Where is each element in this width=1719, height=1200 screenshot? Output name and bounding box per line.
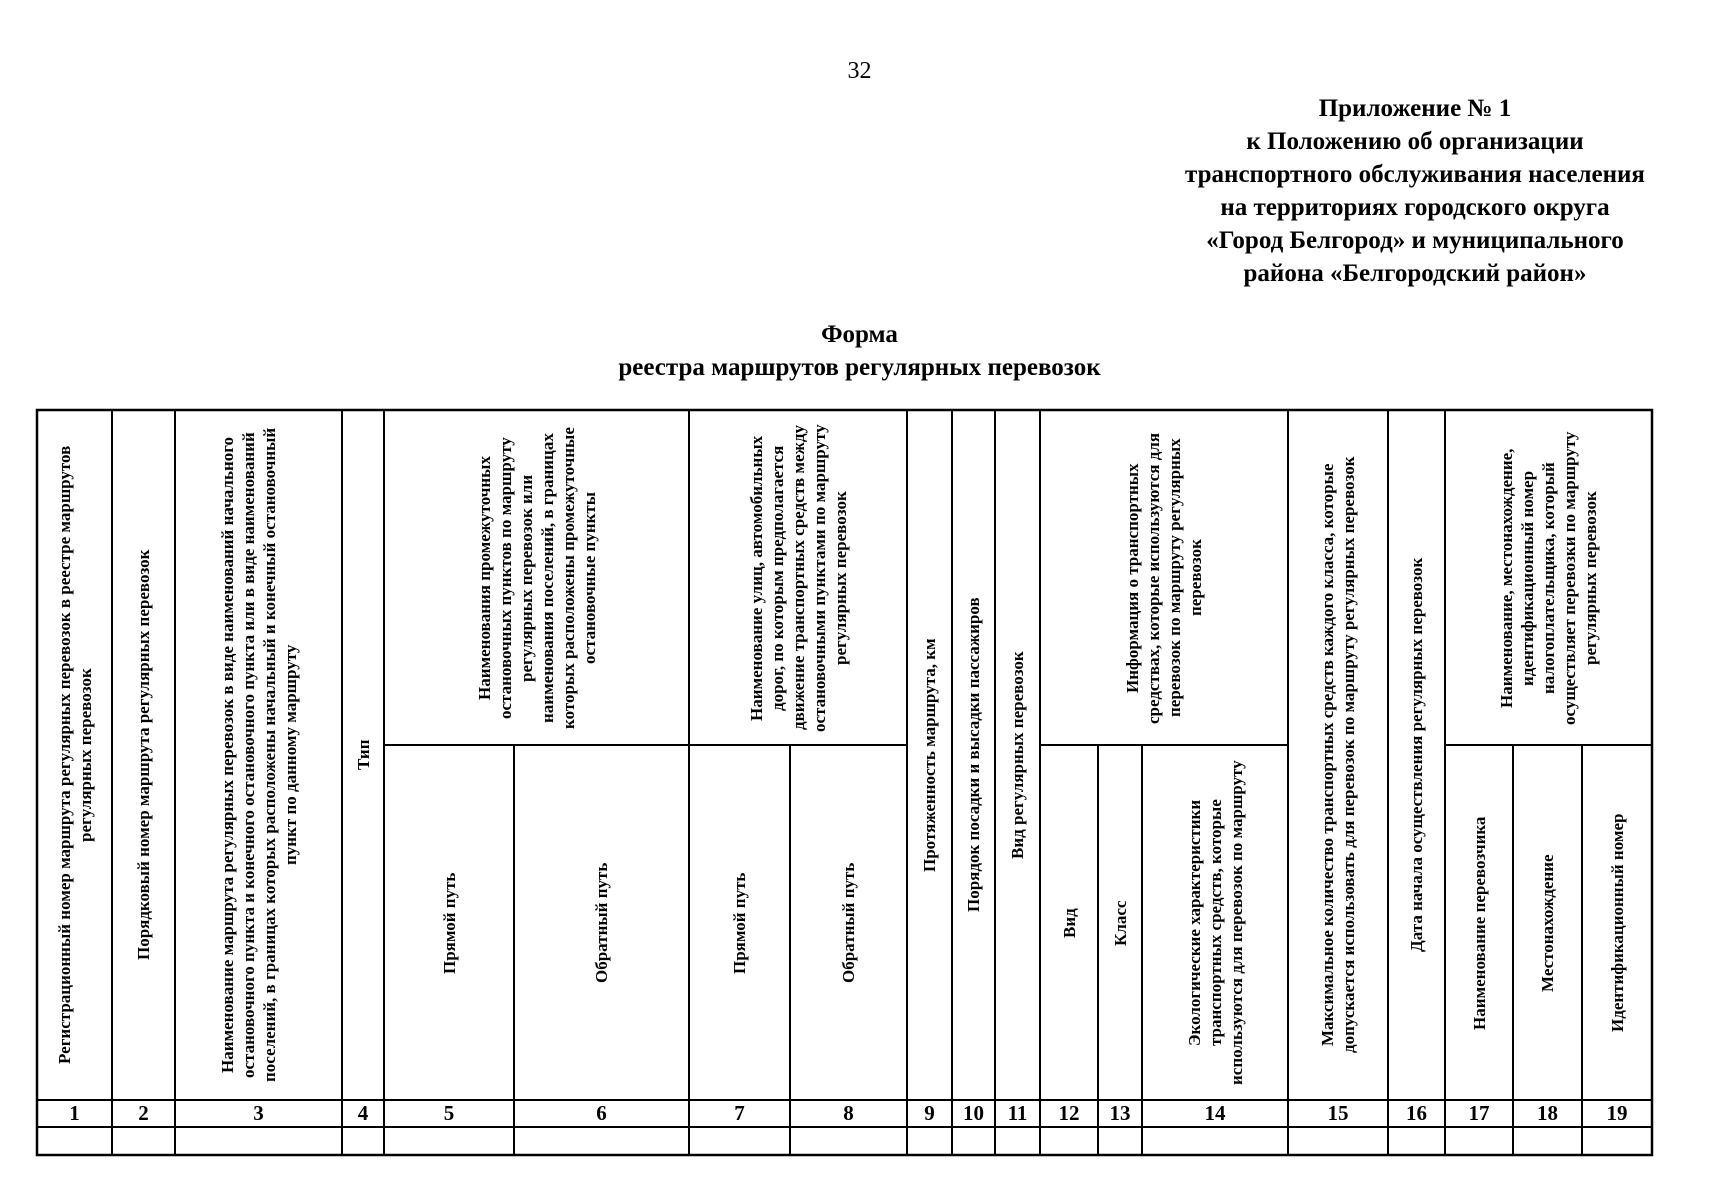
header-text: Обратный путь: [839, 862, 858, 983]
appendix-line: транспортного обслуживания населения: [1185, 161, 1645, 188]
header-text: Порядок посадки и высадки пассажиров: [964, 597, 983, 913]
header-ecological-characteristics: [1144, 747, 1286, 1098]
header-sequence-number: [114, 412, 173, 1098]
header-carrier-location: [1515, 747, 1580, 1098]
header-registration-number: [39, 412, 110, 1098]
header-route-length: [909, 412, 950, 1098]
header-stops-backward: [516, 747, 687, 1098]
appendix-line: района «Белгородский район»: [1243, 260, 1587, 287]
header-text: Экологические характеристики транспортных средств, которые используются для перевозок по маршруту: [1184, 760, 1246, 1085]
column-number: 14: [1204, 1101, 1226, 1125]
appendix-line: Приложение № 1: [1318, 95, 1512, 122]
header-text: Максимальное количество транспортных средств каждого класса, которые допускается использовать для перевозок по маршруту регулярных перевозок: [1318, 456, 1358, 1054]
column-number: 18: [1537, 1101, 1558, 1125]
column-number: 2: [138, 1101, 149, 1125]
header-text: Обратный путь: [592, 862, 611, 983]
header-carrier-inn: [1584, 747, 1650, 1098]
header-text: Идентификационный номер: [1607, 813, 1627, 1032]
column-number: 11: [1007, 1101, 1028, 1125]
header-vehicle-class: [1100, 747, 1140, 1098]
header-boarding-order: [954, 412, 993, 1098]
appendix-line: к Положению об организации: [1246, 128, 1584, 155]
header-text: Дата начала осуществления регулярных перевозок: [1407, 557, 1426, 953]
column-number: 7: [734, 1101, 745, 1125]
header-text: Вид: [1059, 907, 1079, 938]
column-number: 6: [596, 1101, 607, 1125]
column-number: 10: [963, 1101, 984, 1125]
page-number: 32: [847, 58, 872, 84]
header-text: Наименование, местонахождение, идентификационный номер налогоплательщика, который осуществляет перевозки по маршруту регулярных перевозок: [1497, 430, 1600, 725]
column-number: 13: [1109, 1101, 1131, 1125]
header-max-vehicles: [1290, 412, 1386, 1098]
header-stops-forward: [386, 747, 512, 1098]
column-number: 19: [1606, 1101, 1628, 1125]
header-intermediate-stops: [386, 412, 687, 743]
header-text: Наименования промежуточных остановочных пунктов по маршруту регулярных перевозок или наименования поселений, в границах которых расположены промежуточные остановочные пункты: [474, 426, 599, 729]
header-streets: [691, 412, 905, 743]
column-number: 15: [1327, 1101, 1349, 1125]
appendix-line: «Город Белгород» и муниципального: [1206, 227, 1624, 254]
header-transport-kind: [997, 412, 1038, 1098]
column-number: 8: [843, 1101, 854, 1125]
header-text: Класс: [1110, 899, 1130, 946]
header-text: Порядковый номер маршрута регулярных перевозок: [134, 549, 153, 961]
column-number: 16: [1406, 1101, 1427, 1125]
column-number: 1: [69, 1101, 80, 1125]
header-text: Вид регулярных перевозок: [1008, 651, 1027, 859]
form-title-line: Форма: [821, 321, 898, 348]
column-number: 9: [924, 1101, 935, 1125]
header-text: Тип: [353, 739, 373, 771]
header-text: Прямой путь: [439, 871, 459, 974]
header-carrier-name: [1447, 747, 1511, 1098]
header-vehicle-info: [1042, 412, 1286, 743]
header-text: Информация о транспортных средствах, которые используются для перевозок по маршруту регулярных перевозок: [1123, 431, 1205, 724]
header-route-name: [177, 412, 340, 1098]
header-text: Протяженность маршрута, км: [920, 638, 939, 872]
header-text: Наименование маршрута регулярных перевозок в виде наименований начального остановочного пункта и конечного остановочного пункта или в виде наименований поселений, в границах которых расположены начальный и конечный остановочный пункт по данному маршруту: [217, 427, 300, 1083]
header-streets-backward: [792, 747, 905, 1098]
header-text: Наименование улиц, автомобильных дорог, по которым предполагается движение транспортных средств между остановочными пунктами по маршруту регулярных перевозок: [746, 423, 850, 732]
header-text: Местонахождение: [1538, 853, 1557, 992]
column-number: 3: [253, 1101, 264, 1125]
header-vehicle-kind: [1042, 747, 1096, 1098]
header-text: Регистрационный номер маршрута регулярных перевозок в реестре маршрутов регулярных перевозок: [54, 445, 95, 1065]
column-number: 4: [357, 1101, 369, 1125]
header-type: [344, 412, 382, 1098]
column-number: 5: [443, 1101, 455, 1125]
form-title-subtitle: реестра маршрутов регулярных перевозок: [618, 354, 1101, 381]
header-text: Прямой путь: [730, 871, 749, 974]
header-carrier-info: [1447, 412, 1650, 743]
header-streets-forward: [691, 747, 788, 1098]
header-start-date: [1390, 412, 1443, 1098]
appendix-line: на территориях городского округа: [1220, 194, 1610, 221]
column-number: 12: [1058, 1101, 1080, 1125]
header-text: Наименование перевозчика: [1469, 815, 1489, 1030]
column-number: 17: [1468, 1101, 1490, 1125]
